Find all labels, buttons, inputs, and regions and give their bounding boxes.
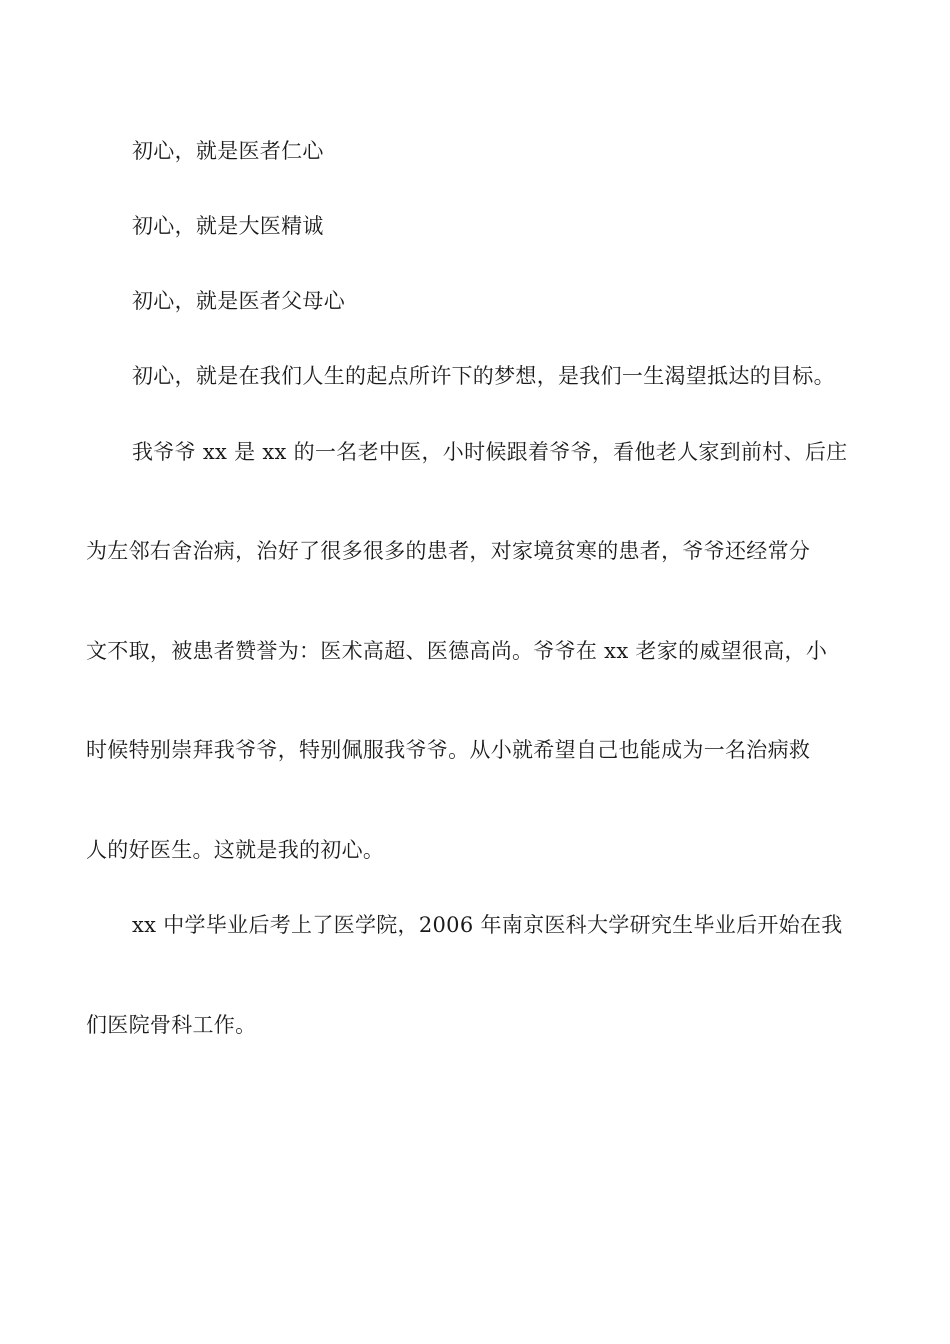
paragraph-line-10: xx 中学毕业后考上了医学院，2006 年南京医科大学研究生毕业后开始在我: [132, 913, 843, 937]
paragraph-line-7: 文不取，被患者赞誉为：医术高超、医德高尚。爷爷在 xx 老家的威望很高，小: [86, 639, 828, 663]
paragraph-line-1: 初心，就是医者仁心: [132, 139, 324, 163]
paragraph-line-8: 时候特别崇拜我爷爷，特别佩服我爷爷。从小就希望自己也能成为一名治病救: [86, 738, 811, 762]
paragraph-line-5: 我爷爷 xx 是 xx 的一名老中医，小时候跟着爷爷，看他老人家到前村、后庄: [132, 440, 848, 464]
paragraph-line-4: 初心，就是在我们人生的起点所许下的梦想，是我们一生渴望抵达的目标。: [132, 364, 835, 388]
paragraph-line-3: 初心，就是医者父母心: [132, 289, 345, 313]
paragraph-line-9: 人的好医生。这就是我的初心。: [86, 838, 385, 862]
paragraph-line-6: 为左邻右舍治病，治好了很多很多的患者，对家境贫寒的患者，爷爷还经常分: [86, 539, 811, 563]
paragraph-line-11: 们医院骨科工作。: [86, 1013, 257, 1037]
paragraph-line-2: 初心，就是大医精诚: [132, 214, 324, 238]
